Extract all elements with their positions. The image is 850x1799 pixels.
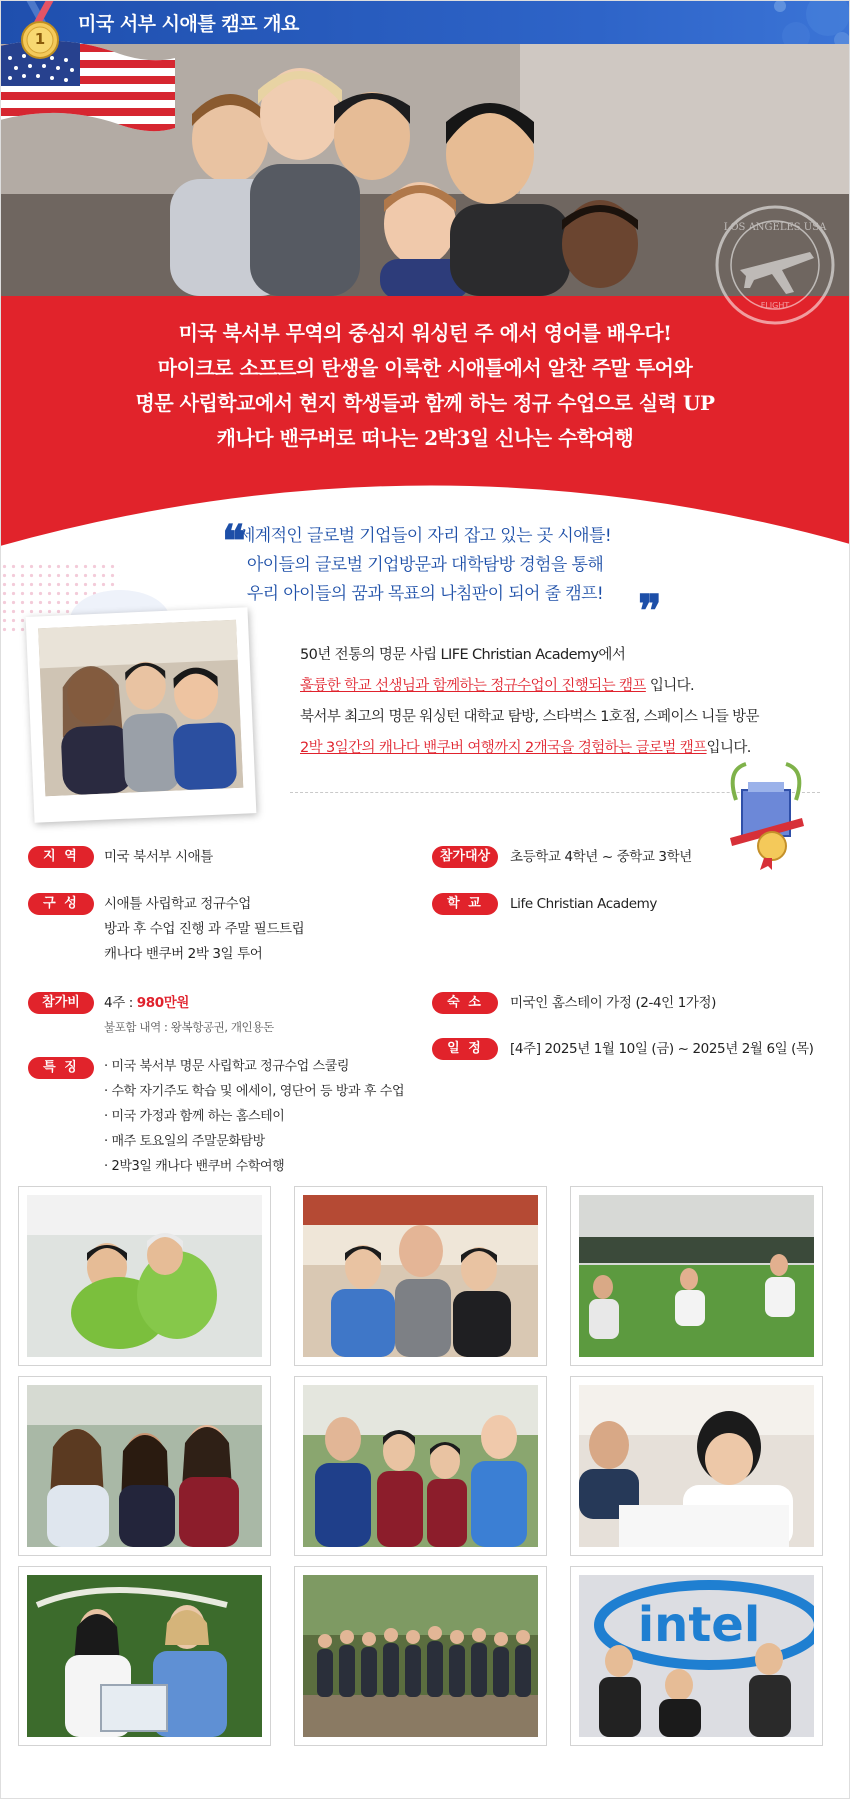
gallery-photo [570, 1566, 823, 1746]
section-title: 미국 서부 시애틀 캠프 개요 [78, 13, 299, 35]
school-value: Life Christian Academy [510, 896, 658, 912]
medal-number: 1 [34, 30, 46, 48]
feature-item: · 매주 토요일의 주말문화탐방 [104, 1134, 265, 1149]
intro-line-4-rest: 입니다. [706, 740, 751, 756]
gallery-photo [570, 1376, 823, 1556]
gallery-photo [294, 1566, 547, 1746]
intro-highlight: 훌륭한 학교 선생님과 함께하는 정규수업이 진행되는 캠프 [300, 678, 646, 694]
fee-price: 980만원 [136, 995, 190, 1011]
gallery-photo [18, 1566, 271, 1746]
quote-line: 우리 아이들의 꿈과 목표의 나침판이 되어 줄 캠프! [246, 584, 604, 604]
housing-label: 숙 소 [432, 992, 498, 1014]
intro-line-1: 50년 전통의 명문 사립 LIFE Christian Academy에서 [300, 647, 626, 663]
region-value: 미국 북서부 시애틀 [104, 849, 213, 865]
schedule-value: [4주] 2025년 1월 10일 (금) ~ 2025년 2월 6일 (목) [510, 1041, 814, 1057]
feature-item: · 미국 북서부 명문 사립학교 정규수업 스쿨링 [104, 1059, 349, 1074]
intro-highlight: 2박 3일간의 캐나다 밴쿠버 여행까지 2개국을 경험하는 글로벌 캠프 [300, 740, 707, 756]
target-value: 초등학교 4학년 ~ 중학교 3학년 [510, 849, 692, 865]
award-trophy-icon [716, 760, 816, 870]
feature-item: · 2박3일 캐나다 밴쿠버 수학여행 [104, 1159, 285, 1174]
quote-line: 아이들의 글로벌 기업방문과 대학탐방 경험을 통해 [246, 555, 604, 575]
composition-label: 구 성 [28, 893, 94, 915]
fee-label: 참가비 [28, 992, 94, 1014]
stamp-text: LOS ANGELES USA [723, 222, 827, 233]
gallery-photo [570, 1186, 823, 1366]
features-list [104, 1054, 404, 1179]
quote-line: 세계적인 글로벌 기업들이 자리 잡고 있는 곳 시애틀! [238, 526, 612, 546]
gallery-photo [18, 1376, 271, 1556]
gallery-photo [294, 1186, 547, 1366]
intel-sign-text: intel [637, 1597, 761, 1653]
intro-text [300, 640, 820, 764]
fee-note: 불포함 내역 : 왕복항공권, 개인용돈 [104, 1020, 274, 1034]
gallery-photo [294, 1376, 547, 1556]
open-quote-icon: ❝ [222, 516, 246, 567]
features-label: 특 징 [28, 1057, 94, 1079]
los-angeles-stamp-icon [710, 200, 840, 330]
banner-line: 명문 사립학교에서 현지 학생들과 함께 하는 정규 수업으로 실력 UP [135, 391, 715, 415]
intro-line-2 [300, 671, 820, 702]
close-quote-icon: ❞ [638, 586, 662, 637]
region-label: 지 역 [28, 846, 94, 868]
schedule-label: 일 정 [432, 1038, 498, 1060]
banner-line: 미국 북서부 무역의 중심지 워싱턴 주 에서 영어를 배우다! [178, 321, 672, 345]
intro-line-3: 북서부 최고의 명문 워싱턴 대학교 탐방, 스타벅스 1호점, 스페이스 니들 방문 [300, 709, 759, 725]
stamp-flight-text: FLIGHT [760, 301, 790, 310]
header-decoration [710, 0, 850, 44]
composition-value: 방과 후 수업 진행 과 주말 필드트립 [104, 921, 305, 937]
medal-badge [8, 0, 72, 68]
teacher-students-photo [26, 607, 257, 822]
red-banner [0, 296, 850, 546]
target-label: 참가대상 [432, 846, 498, 868]
composition-value: 시애틀 사립학교 정규수업 [104, 896, 251, 912]
gallery-photo [18, 1186, 271, 1366]
photo-gallery [0, 1186, 850, 1766]
school-label: 학 교 [432, 893, 498, 915]
quote-block [0, 516, 850, 609]
feature-item: · 미국 가정과 함께 하는 홈스테이 [104, 1109, 285, 1124]
banner-line: 캐나다 밴쿠버로 떠나는 2박3일 신나는 수학여행 [216, 426, 634, 450]
fee-prefix: 4주 : [104, 995, 137, 1011]
banner-line: 마이크로 소프트의 탄생을 이룩한 시애틀에서 알찬 주말 투어와 [157, 356, 693, 380]
intro-line-2-rest: 입니다. [645, 678, 695, 694]
composition-value: 캐나다 밴쿠버 2박 3일 투어 [104, 946, 263, 962]
fee-value [104, 992, 189, 1014]
housing-value: 미국인 홈스테이 가정 (2-4인 1가정) [510, 995, 717, 1011]
feature-item: · 수학 자기주도 학습 및 에세이, 영단어 등 방과 후 수업 [104, 1084, 405, 1099]
